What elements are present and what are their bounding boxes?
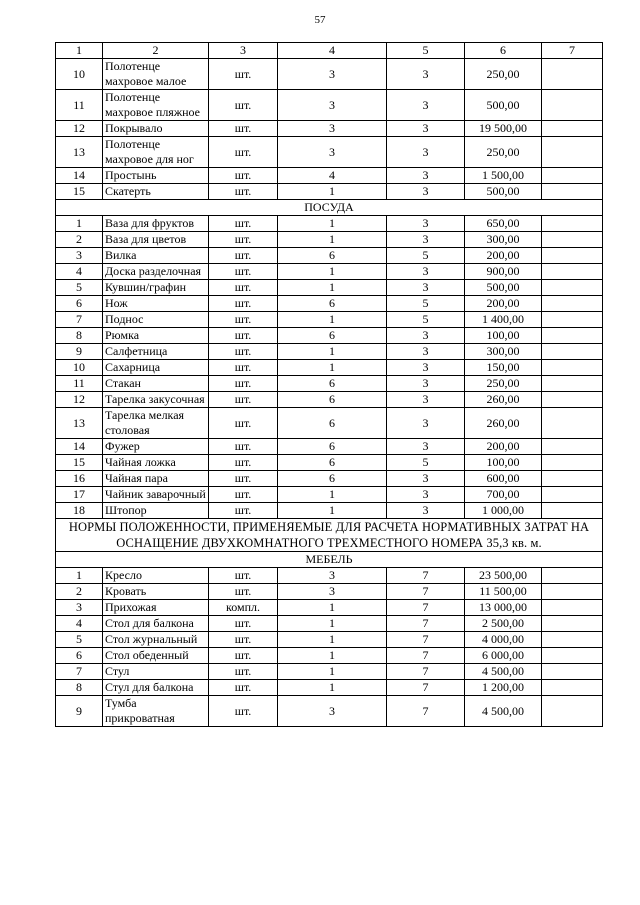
unit-cell: шт. xyxy=(209,264,278,280)
item-name-cell: Кровать xyxy=(103,584,209,600)
unit-cell: шт. xyxy=(209,616,278,632)
row-number-cell: 16 xyxy=(56,471,103,487)
note-cell xyxy=(542,90,603,121)
table-row xyxy=(56,439,603,455)
unit-cell: шт. xyxy=(209,648,278,664)
row-number-cell: 9 xyxy=(56,696,103,727)
price-cell: 4 500,00 xyxy=(465,664,542,680)
item-name-cell: Тарелка мелкая столовая xyxy=(103,408,209,439)
price-cell: 200,00 xyxy=(465,248,542,264)
service-life-cell: 3 xyxy=(387,392,465,408)
price-cell: 200,00 xyxy=(465,439,542,455)
price-cell: 6 000,00 xyxy=(465,648,542,664)
unit-cell: шт. xyxy=(209,216,278,232)
unit-cell: шт. xyxy=(209,487,278,503)
unit-cell: шт. xyxy=(209,328,278,344)
section-title: ПОСУДА xyxy=(56,200,603,216)
table-row xyxy=(56,392,603,408)
item-name-cell: Кувшин/графин xyxy=(103,280,209,296)
table-row xyxy=(56,680,603,696)
quantity-cell: 6 xyxy=(278,328,387,344)
service-life-cell: 5 xyxy=(387,312,465,328)
table-row xyxy=(56,344,603,360)
price-cell: 300,00 xyxy=(465,344,542,360)
table-row xyxy=(56,455,603,471)
unit-cell: шт. xyxy=(209,248,278,264)
row-number-cell: 10 xyxy=(56,59,103,90)
quantity-cell: 4 xyxy=(278,168,387,184)
price-cell: 1 000,00 xyxy=(465,503,542,519)
service-life-cell: 7 xyxy=(387,664,465,680)
row-number-cell: 14 xyxy=(56,168,103,184)
item-name-cell: Стол журнальный xyxy=(103,632,209,648)
table-row xyxy=(56,503,603,519)
service-life-cell: 3 xyxy=(387,121,465,137)
note-cell xyxy=(542,600,603,616)
quantity-cell: 6 xyxy=(278,439,387,455)
quantity-cell: 1 xyxy=(278,664,387,680)
unit-cell: компл. xyxy=(209,600,278,616)
table-row xyxy=(56,408,603,439)
quantity-cell: 3 xyxy=(278,90,387,121)
unit-cell: шт. xyxy=(209,503,278,519)
item-name-cell: Рюмка xyxy=(103,328,209,344)
quantity-cell: 3 xyxy=(278,137,387,168)
service-life-cell: 3 xyxy=(387,503,465,519)
note-cell xyxy=(542,408,603,439)
header-col-7: 7 xyxy=(542,43,603,59)
quantity-cell: 1 xyxy=(278,264,387,280)
row-number-cell: 15 xyxy=(56,184,103,200)
unit-cell: шт. xyxy=(209,696,278,727)
table-row xyxy=(56,248,603,264)
quantity-cell: 1 xyxy=(278,616,387,632)
table-row xyxy=(56,584,603,600)
row-number-cell: 3 xyxy=(56,600,103,616)
table-row xyxy=(56,90,603,121)
unit-cell: шт. xyxy=(209,584,278,600)
item-name-cell: Полотенце махровое пляжное xyxy=(103,90,209,121)
row-number-cell: 5 xyxy=(56,280,103,296)
price-cell: 150,00 xyxy=(465,360,542,376)
item-name-cell: Стакан xyxy=(103,376,209,392)
item-name-cell: Тумба прикроватная xyxy=(103,696,209,727)
service-life-cell: 3 xyxy=(387,90,465,121)
row-number-cell: 9 xyxy=(56,344,103,360)
section-row xyxy=(56,200,603,216)
unit-cell: шт. xyxy=(209,280,278,296)
note-cell xyxy=(542,168,603,184)
item-name-cell: Ваза для фруктов xyxy=(103,216,209,232)
note-cell xyxy=(542,439,603,455)
price-cell: 100,00 xyxy=(465,328,542,344)
table-row xyxy=(56,568,603,584)
price-cell: 500,00 xyxy=(465,280,542,296)
row-number-cell: 5 xyxy=(56,632,103,648)
price-cell: 260,00 xyxy=(465,408,542,439)
unit-cell: шт. xyxy=(209,90,278,121)
row-number-cell: 13 xyxy=(56,408,103,439)
row-number-cell: 1 xyxy=(56,568,103,584)
row-number-cell: 13 xyxy=(56,137,103,168)
service-life-cell: 7 xyxy=(387,616,465,632)
note-cell xyxy=(542,392,603,408)
table-row xyxy=(56,296,603,312)
price-cell: 250,00 xyxy=(465,137,542,168)
table-row xyxy=(56,360,603,376)
row-number-cell: 3 xyxy=(56,248,103,264)
table-row xyxy=(56,121,603,137)
item-name-cell: Прихожая xyxy=(103,600,209,616)
norms-table xyxy=(55,42,603,727)
table-row xyxy=(56,232,603,248)
note-cell xyxy=(542,248,603,264)
item-name-cell: Тарелка закусочная xyxy=(103,392,209,408)
note-cell xyxy=(542,664,603,680)
service-life-cell: 7 xyxy=(387,648,465,664)
note-cell xyxy=(542,648,603,664)
unit-cell: шт. xyxy=(209,680,278,696)
service-life-cell: 3 xyxy=(387,439,465,455)
row-number-cell: 6 xyxy=(56,296,103,312)
row-number-cell: 14 xyxy=(56,439,103,455)
note-cell xyxy=(542,121,603,137)
note-cell xyxy=(542,328,603,344)
unit-cell: шт. xyxy=(209,184,278,200)
note-cell xyxy=(542,487,603,503)
item-name-cell: Сахарница xyxy=(103,360,209,376)
price-cell: 250,00 xyxy=(465,376,542,392)
table-row xyxy=(56,137,603,168)
unit-cell: шт. xyxy=(209,455,278,471)
row-number-cell: 8 xyxy=(56,680,103,696)
table-body xyxy=(56,59,603,727)
header-col-6: 6 xyxy=(465,43,542,59)
quantity-cell: 6 xyxy=(278,376,387,392)
table-row xyxy=(56,59,603,90)
quantity-cell: 3 xyxy=(278,121,387,137)
quantity-cell: 6 xyxy=(278,392,387,408)
service-life-cell: 3 xyxy=(387,232,465,248)
row-number-cell: 11 xyxy=(56,376,103,392)
item-name-cell: Чайная ложка xyxy=(103,455,209,471)
table-row xyxy=(56,264,603,280)
item-name-cell: Фужер xyxy=(103,439,209,455)
item-name-cell: Стол обеденный xyxy=(103,648,209,664)
unit-cell: шт. xyxy=(209,392,278,408)
quantity-cell: 1 xyxy=(278,360,387,376)
service-life-cell: 3 xyxy=(387,184,465,200)
unit-cell: шт. xyxy=(209,296,278,312)
price-cell: 1 200,00 xyxy=(465,680,542,696)
note-cell xyxy=(542,296,603,312)
quantity-cell: 1 xyxy=(278,312,387,328)
quantity-cell: 3 xyxy=(278,584,387,600)
price-cell: 2 500,00 xyxy=(465,616,542,632)
price-cell: 1 400,00 xyxy=(465,312,542,328)
quantity-cell: 3 xyxy=(278,568,387,584)
unit-cell: шт. xyxy=(209,408,278,439)
table-row xyxy=(56,168,603,184)
table-row xyxy=(56,216,603,232)
quantity-cell: 6 xyxy=(278,408,387,439)
note-cell xyxy=(542,632,603,648)
item-name-cell: Полотенце махровое для ног xyxy=(103,137,209,168)
header-col-4: 4 xyxy=(278,43,387,59)
page-number: 57 xyxy=(314,14,326,26)
service-life-cell: 3 xyxy=(387,59,465,90)
note-cell xyxy=(542,59,603,90)
price-cell: 650,00 xyxy=(465,216,542,232)
price-cell: 19 500,00 xyxy=(465,121,542,137)
item-name-cell: Скатерть xyxy=(103,184,209,200)
service-life-cell: 3 xyxy=(387,471,465,487)
header-col-3: 3 xyxy=(209,43,278,59)
service-life-cell: 3 xyxy=(387,408,465,439)
note-cell xyxy=(542,455,603,471)
quantity-cell: 6 xyxy=(278,471,387,487)
table-row xyxy=(56,184,603,200)
price-cell: 500,00 xyxy=(465,184,542,200)
unit-cell: шт. xyxy=(209,137,278,168)
price-cell: 600,00 xyxy=(465,471,542,487)
service-life-cell: 3 xyxy=(387,487,465,503)
row-number-cell: 1 xyxy=(56,216,103,232)
item-name-cell: Кресло xyxy=(103,568,209,584)
note-cell xyxy=(542,568,603,584)
note-cell xyxy=(542,471,603,487)
item-name-cell: Чайник заварочный xyxy=(103,487,209,503)
price-cell: 250,00 xyxy=(465,59,542,90)
table-row xyxy=(56,376,603,392)
note-cell xyxy=(542,376,603,392)
quantity-cell: 6 xyxy=(278,248,387,264)
service-life-cell: 7 xyxy=(387,568,465,584)
quantity-cell: 1 xyxy=(278,344,387,360)
row-number-cell: 2 xyxy=(56,584,103,600)
table-row xyxy=(56,616,603,632)
unit-cell: шт. xyxy=(209,471,278,487)
note-cell xyxy=(542,616,603,632)
service-life-cell: 3 xyxy=(387,137,465,168)
header-col-2: 2 xyxy=(103,43,209,59)
row-number-cell: 12 xyxy=(56,121,103,137)
row-number-cell: 7 xyxy=(56,312,103,328)
note-cell xyxy=(542,360,603,376)
service-life-cell: 7 xyxy=(387,584,465,600)
row-number-cell: 10 xyxy=(56,360,103,376)
price-cell: 13 000,00 xyxy=(465,600,542,616)
note-cell xyxy=(542,680,603,696)
table-header xyxy=(56,43,603,59)
row-number-cell: 18 xyxy=(56,503,103,519)
row-number-cell: 4 xyxy=(56,616,103,632)
service-life-cell: 5 xyxy=(387,296,465,312)
item-name-cell: Вилка xyxy=(103,248,209,264)
table-row xyxy=(56,664,603,680)
unit-cell: шт. xyxy=(209,312,278,328)
note-cell xyxy=(542,312,603,328)
price-cell: 500,00 xyxy=(465,90,542,121)
price-cell: 260,00 xyxy=(465,392,542,408)
row-number-cell: 6 xyxy=(56,648,103,664)
unit-cell: шт. xyxy=(209,664,278,680)
service-life-cell: 7 xyxy=(387,600,465,616)
item-name-cell: Нож xyxy=(103,296,209,312)
unit-cell: шт. xyxy=(209,439,278,455)
quantity-cell: 1 xyxy=(278,503,387,519)
service-life-cell: 3 xyxy=(387,264,465,280)
price-cell: 1 500,00 xyxy=(465,168,542,184)
item-name-cell: Чайная пара xyxy=(103,471,209,487)
item-name-cell: Стул для балкона xyxy=(103,680,209,696)
quantity-cell: 3 xyxy=(278,59,387,90)
item-name-cell: Поднос xyxy=(103,312,209,328)
table-row xyxy=(56,328,603,344)
table-row xyxy=(56,471,603,487)
price-cell: 4 500,00 xyxy=(465,696,542,727)
row-number-cell: 2 xyxy=(56,232,103,248)
unit-cell: шт. xyxy=(209,168,278,184)
item-name-cell: Стол для балкона xyxy=(103,616,209,632)
service-life-cell: 3 xyxy=(387,360,465,376)
unit-cell: шт. xyxy=(209,232,278,248)
price-cell: 11 500,00 xyxy=(465,584,542,600)
item-name-cell: Стул xyxy=(103,664,209,680)
table-row xyxy=(56,600,603,616)
table-row xyxy=(56,312,603,328)
table-row xyxy=(56,632,603,648)
service-life-cell: 3 xyxy=(387,328,465,344)
unit-cell: шт. xyxy=(209,360,278,376)
unit-cell: шт. xyxy=(209,632,278,648)
item-name-cell: Доска разделочная xyxy=(103,264,209,280)
price-cell: 700,00 xyxy=(465,487,542,503)
service-life-cell: 3 xyxy=(387,216,465,232)
price-cell: 4 000,00 xyxy=(465,632,542,648)
quantity-cell: 1 xyxy=(278,648,387,664)
norms-heading: НОРМЫ ПОЛОЖЕННОСТИ, ПРИМЕНЯЕМЫЕ ДЛЯ РАСЧЕТА НОРМАТИВНЫХ ЗАТРАТ НА ОСНАЩЕНИЕ ДВУХКОМНАТНОГО ТРЕХМЕСТНОГО НОМЕРА 35,3 кв. м. xyxy=(56,519,603,552)
price-cell: 23 500,00 xyxy=(465,568,542,584)
quantity-cell: 1 xyxy=(278,232,387,248)
service-life-cell: 7 xyxy=(387,680,465,696)
row-number-cell: 7 xyxy=(56,664,103,680)
item-name-cell: Полотенце махровое малое xyxy=(103,59,209,90)
row-number-cell: 11 xyxy=(56,90,103,121)
quantity-cell: 1 xyxy=(278,487,387,503)
section-title: МЕБЕЛЬ xyxy=(56,552,603,568)
service-life-cell: 3 xyxy=(387,280,465,296)
unit-cell: шт. xyxy=(209,59,278,90)
table-row xyxy=(56,280,603,296)
row-number-cell: 8 xyxy=(56,328,103,344)
quantity-cell: 1 xyxy=(278,184,387,200)
service-life-cell: 7 xyxy=(387,632,465,648)
table-row xyxy=(56,648,603,664)
unit-cell: шт. xyxy=(209,344,278,360)
note-cell xyxy=(542,344,603,360)
note-cell xyxy=(542,264,603,280)
item-name-cell: Салфетница xyxy=(103,344,209,360)
quantity-cell: 6 xyxy=(278,296,387,312)
unit-cell: шт. xyxy=(209,568,278,584)
quantity-cell: 1 xyxy=(278,216,387,232)
price-cell: 200,00 xyxy=(465,296,542,312)
row-number-cell: 15 xyxy=(56,455,103,471)
price-cell: 300,00 xyxy=(465,232,542,248)
service-life-cell: 3 xyxy=(387,168,465,184)
header-col-1: 1 xyxy=(56,43,103,59)
item-name-cell: Простынь xyxy=(103,168,209,184)
quantity-cell: 3 xyxy=(278,696,387,727)
table-row xyxy=(56,487,603,503)
note-cell xyxy=(542,584,603,600)
service-life-cell: 5 xyxy=(387,248,465,264)
quantity-cell: 6 xyxy=(278,455,387,471)
note-cell xyxy=(542,696,603,727)
quantity-cell: 1 xyxy=(278,600,387,616)
note-cell xyxy=(542,216,603,232)
header-col-5: 5 xyxy=(387,43,465,59)
note-cell xyxy=(542,503,603,519)
service-life-cell: 5 xyxy=(387,455,465,471)
item-name-cell: Ваза для цветов xyxy=(103,232,209,248)
table-row xyxy=(56,696,603,727)
item-name-cell: Штопор xyxy=(103,503,209,519)
service-life-cell: 7 xyxy=(387,696,465,727)
row-number-cell: 12 xyxy=(56,392,103,408)
quantity-cell: 1 xyxy=(278,632,387,648)
item-name-cell: Покрывало xyxy=(103,121,209,137)
row-number-cell: 17 xyxy=(56,487,103,503)
quantity-cell: 1 xyxy=(278,680,387,696)
row-number-cell: 4 xyxy=(56,264,103,280)
quantity-cell: 1 xyxy=(278,280,387,296)
price-cell: 100,00 xyxy=(465,455,542,471)
service-life-cell: 3 xyxy=(387,344,465,360)
note-cell xyxy=(542,232,603,248)
unit-cell: шт. xyxy=(209,376,278,392)
price-cell: 900,00 xyxy=(465,264,542,280)
unit-cell: шт. xyxy=(209,121,278,137)
note-cell xyxy=(542,137,603,168)
norms-heading-row xyxy=(56,519,603,552)
note-cell xyxy=(542,280,603,296)
note-cell xyxy=(542,184,603,200)
service-life-cell: 3 xyxy=(387,376,465,392)
section-row xyxy=(56,552,603,568)
